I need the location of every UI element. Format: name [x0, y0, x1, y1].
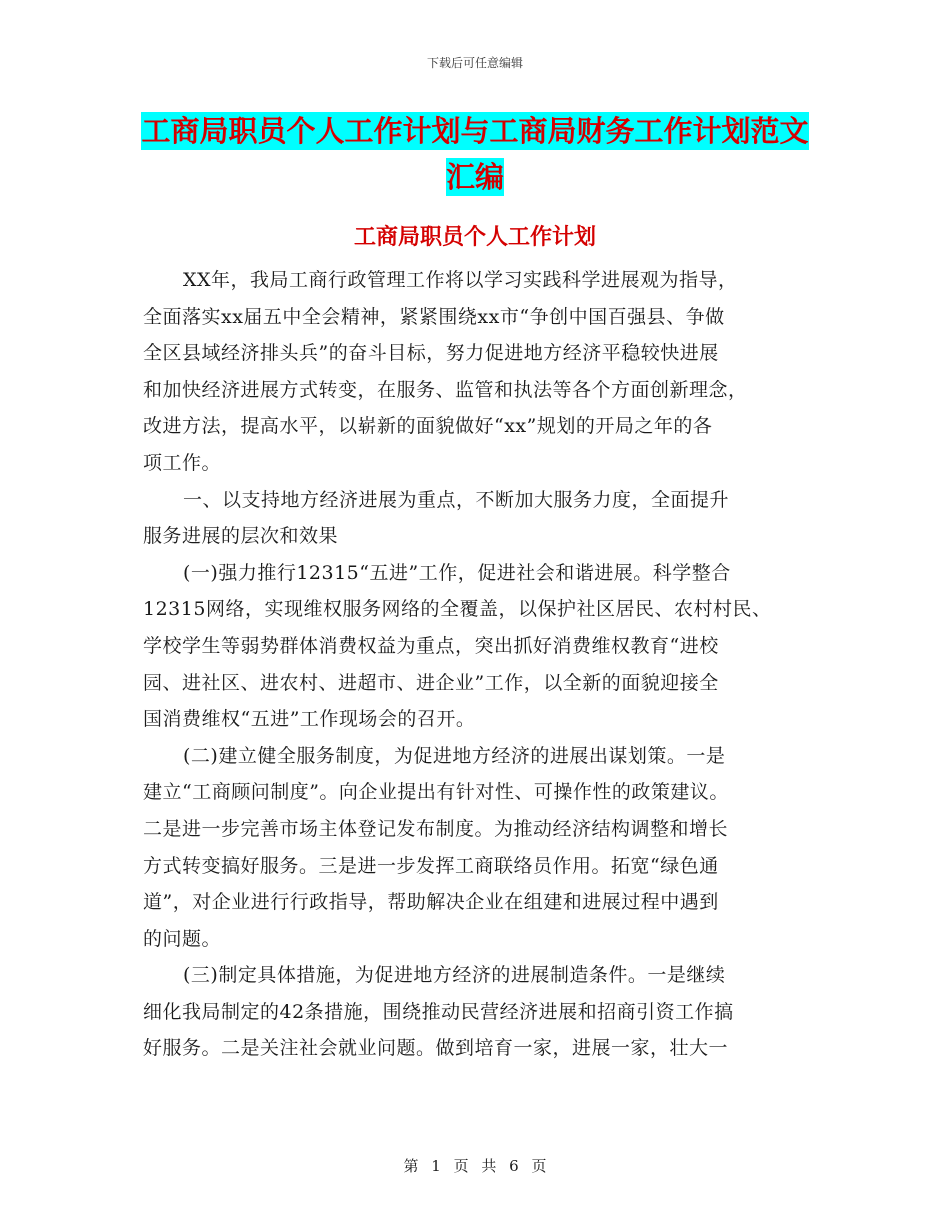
section-title: 工商局职员个人工作计划 [353, 225, 596, 250]
paragraph-line: 二是进一步完善市场主体登记发布制度。为推动经济结构调整和增长 [143, 817, 729, 840]
paragraph-line: 一、以支持地方经济进展为重点，不断加大服务力度，全面提升 [183, 488, 730, 511]
page-footer: 第 1 页 共 6 页 [403, 1157, 547, 1175]
paragraph-line: 项工作。 [143, 451, 222, 474]
paragraph-line: (一)强力推行12315“五进”工作，促进社会和谐进展。科学整合 [183, 561, 731, 584]
title-line-1: 工商局职员个人工作计划与工商局财务工作计划范文 [141, 114, 809, 148]
paragraph-line: 建立“工商顾问制度”。向企业提出有针对性、可操作性的政策建议。 [143, 781, 729, 804]
paragraph-line: 方式转变搞好服务。三是进一步发挥工商联络员作用。拓宽“绿色通 [143, 854, 719, 877]
paragraph-line: 服务进展的层次和效果 [143, 525, 339, 548]
paragraph-line: 国消费维权“五进”工作现场会的召开。 [143, 708, 476, 731]
paragraph-line: (二)建立健全服务制度，为促进地方经济的进展出谋划策。一是 [183, 744, 726, 767]
paragraph-line: 园、进社区、进农村、进超市、进企业”工作，以全新的面貌迎接全 [143, 671, 719, 694]
paragraph-line: 学校学生等弱势群体消费权益为重点，突出抓好消费维权教育“进校 [143, 634, 719, 657]
paragraph-3 [143, 555, 823, 738]
paragraph-1 [143, 262, 823, 482]
paragraph-5 [143, 957, 823, 1067]
paragraph-line: 12315网络，实现维权服务网络的全覆盖，以保护社区居民、农村村民、 [143, 598, 772, 621]
paragraph-line: 道”，对企业进行行政指导，帮助解决企业在组建和进展过程中遇到 [143, 891, 719, 914]
document-body [143, 262, 823, 1067]
title-line-2: 汇编 [445, 160, 504, 194]
paragraph-line: (三)制定具体措施，为促进地方经济的进展制造条件。一是继续 [183, 964, 726, 987]
paragraph-line: 和加快经济进展方式转变，在服务、监管和执法等各个方面创新理念， [143, 378, 748, 401]
header-note: 下载后可任意编辑 [426, 56, 523, 70]
paragraph-line: 好服务。二是关注社会就业问题。做到培育一家，进展一家，壮大一 [143, 1037, 729, 1060]
paragraph-4 [143, 738, 823, 958]
paragraph-line: 全区县域经济排头兵”的奋斗目标，努力促进地方经济平稳较快进展 [143, 342, 719, 365]
paragraph-line: XX年，我局工商行政管理工作将以学习实践科学进展观为指导， [183, 269, 738, 291]
paragraph-2 [143, 482, 823, 555]
paragraph-line: 细化我局制定的42条措施，围绕推动民营经济进展和招商引资工作搞 [143, 1000, 734, 1023]
paragraph-line: 的问题。 [143, 927, 222, 950]
paragraph-line: 改进方法，提高水平，以崭新的面貌做好“xx”规划的开局之年的各 [143, 415, 713, 438]
document-title [0, 108, 950, 200]
paragraph-line: 全面落实xx届五中全会精神，紧紧围绕xx市“争创中国百强县、争做 [143, 305, 725, 328]
